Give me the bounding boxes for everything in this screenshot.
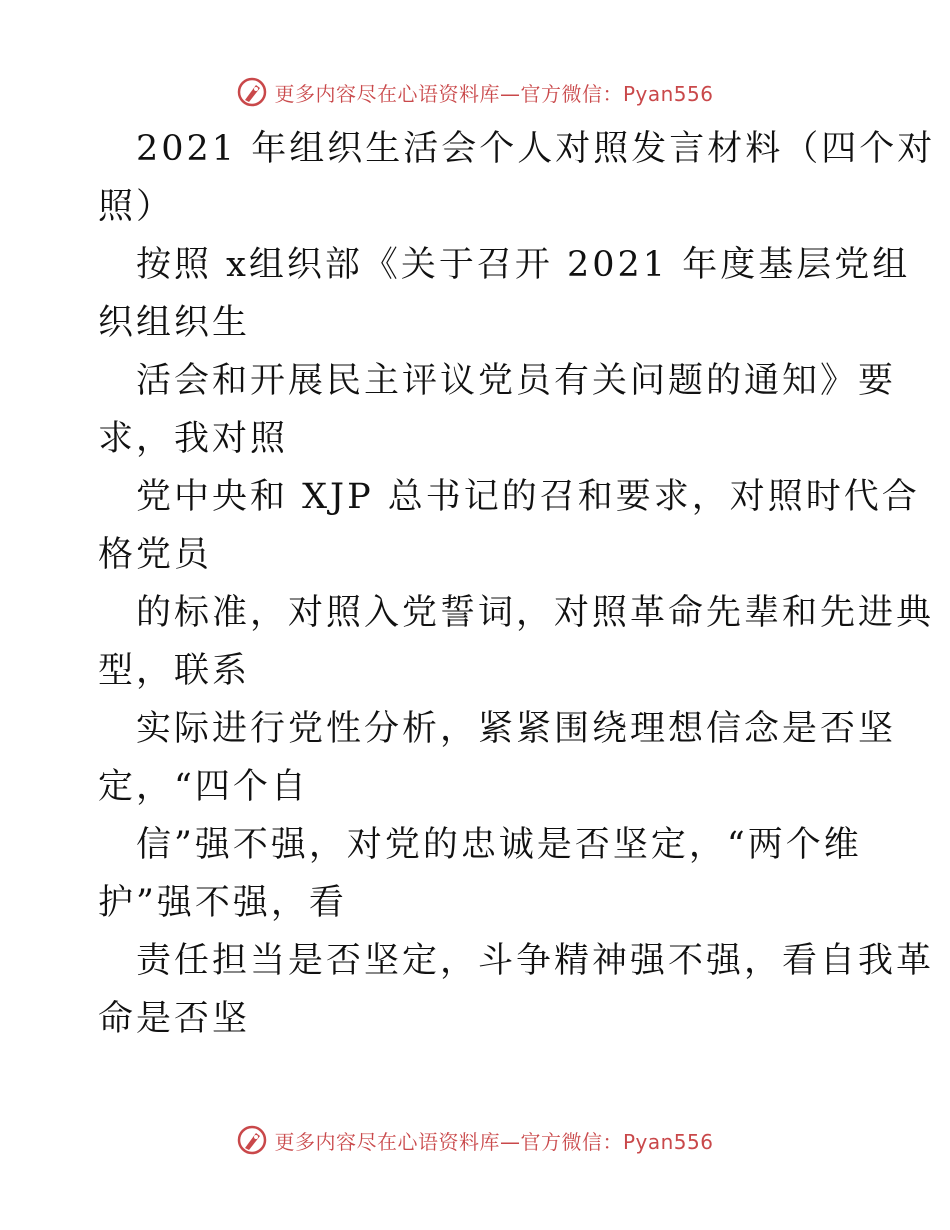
text-line: 照）: [98, 187, 175, 227]
text-line: 的标准，对照入党誓词，对照革命先辈和先进典: [136, 593, 935, 633]
pen-nib-seal-logo-icon: [236, 76, 268, 108]
text-line: 命是否坚: [98, 999, 251, 1039]
text-line: 定，“四个自: [98, 767, 309, 807]
text-line: 实际进行党性分析，紧紧围绕理想信念是否坚: [136, 709, 897, 749]
text-line: 护”强不强，看: [98, 883, 347, 923]
footer-banner: [0, 1120, 950, 1160]
text-line: 织组织生: [98, 303, 251, 343]
text-line: 信”强不强，对党的忠诚是否坚定，“两个维: [136, 825, 862, 865]
text-line: 责任担当是否坚定，斗争精神强不强，看自我革: [136, 941, 935, 981]
text-line: 求，我对照: [98, 419, 289, 459]
text-line: 活会和开展民主评议党员有关问题的通知》要: [136, 361, 897, 401]
document-body: [98, 120, 936, 1048]
text-line: 格党员: [98, 535, 213, 575]
text-line: 2021 年组织生活会个人对照发言材料（四个对: [136, 129, 936, 169]
header-banner-text: 更多内容尽在心语资料库—官方微信：Pyan556: [274, 81, 714, 106]
text-line: 型，联系: [98, 651, 251, 691]
text-line: 党中央和 XJP 总书记的召和要求，对照时代合: [136, 477, 920, 517]
text-line: 按照 x组织部《关于召开 2021 年度基层党组: [136, 245, 911, 285]
pen-nib-seal-logo-icon: [236, 1124, 268, 1156]
header-banner: [0, 72, 950, 112]
footer-banner-text: 更多内容尽在心语资料库—官方微信：Pyan556: [274, 1129, 714, 1154]
